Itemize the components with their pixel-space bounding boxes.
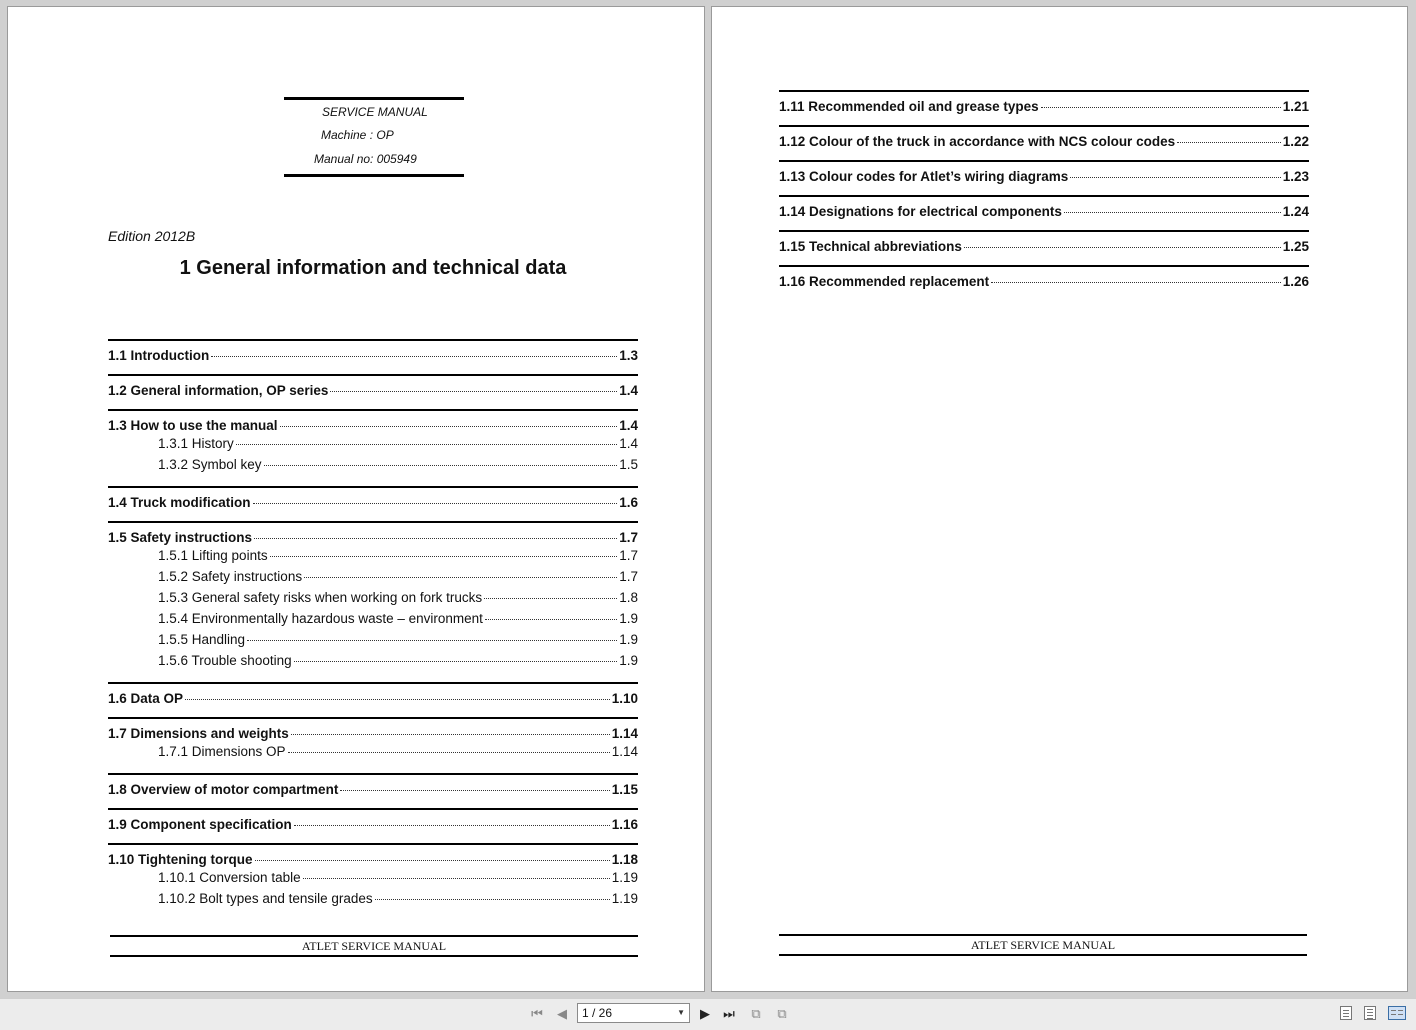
page-footer-right: ATLET SERVICE MANUAL — [779, 934, 1307, 956]
toc-entry[interactable] — [108, 817, 638, 835]
toc-entry-page: 1.18 — [611, 852, 638, 867]
toc-subentry[interactable] — [108, 548, 638, 569]
continuous-page-icon[interactable] — [1364, 1006, 1376, 1020]
toc-entry-title: 1.5 Safety instructions — [108, 530, 253, 545]
toc-entry-page: 1.9 — [619, 632, 638, 647]
toc-entry-page: 1.7 — [619, 548, 638, 563]
toc-entry-page: 1.24 — [1282, 204, 1309, 219]
dot-leader — [1064, 212, 1281, 213]
toc-entry[interactable] — [108, 691, 638, 709]
dot-leader — [280, 426, 618, 427]
toc-section — [779, 265, 1309, 300]
toc-section — [779, 160, 1309, 195]
page-number-select[interactable] — [577, 1003, 690, 1023]
toc-entry[interactable] — [108, 782, 638, 800]
toc-entry[interactable] — [779, 169, 1309, 187]
toc-entry-page: 1.5 — [619, 457, 638, 472]
toc-subentry[interactable] — [108, 611, 638, 632]
toc-entry[interactable] — [779, 239, 1309, 257]
toc-entry-title: 1.7.1 Dimensions OP — [158, 744, 286, 759]
toc-section — [108, 521, 638, 682]
toc-section — [779, 230, 1309, 265]
toc-section — [108, 486, 638, 521]
page-footer-left: ATLET SERVICE MANUAL — [110, 935, 638, 957]
toc-entry-page: 1.9 — [619, 611, 638, 626]
document-page-left — [7, 6, 705, 992]
go-forward-icon[interactable]: ⧉ — [777, 1006, 787, 1021]
toc-entry[interactable] — [108, 852, 638, 870]
toc-entry-title: 1.16 Recommended replacement — [779, 274, 990, 289]
toc-entry-page: 1.19 — [611, 891, 638, 906]
toc-entry[interactable] — [779, 99, 1309, 117]
two-page-icon[interactable] — [1388, 1006, 1406, 1020]
viewer-toolbar — [0, 998, 1416, 1030]
dot-leader — [375, 899, 610, 900]
toc-entry-page: 1.25 — [1282, 239, 1309, 254]
toc-section — [779, 195, 1309, 230]
toc-entry-title: 1.5.6 Trouble shooting — [158, 653, 292, 668]
dot-leader — [485, 619, 617, 620]
toc-entry-title: 1.14 Designations for electrical components — [779, 204, 1062, 219]
toc-entry-page: 1.4 — [619, 383, 638, 398]
dot-leader — [288, 752, 610, 753]
toc-section — [779, 125, 1309, 160]
toc-section — [108, 682, 638, 717]
dot-leader — [254, 538, 617, 539]
toc-entry-page: 1.14 — [611, 744, 638, 759]
dot-leader — [991, 282, 1281, 283]
toc-subentry[interactable] — [108, 870, 638, 891]
toc-subentry[interactable] — [108, 590, 638, 611]
toc-entry-title: 1.3.2 Symbol key — [158, 457, 262, 472]
toc-entry-page: 1.4 — [619, 436, 638, 451]
toc-entry-title: 1.12 Colour of the truck in accordance with NCS colour codes — [779, 134, 1176, 149]
toc-entry-title: 1.5.2 Safety instructions — [158, 569, 303, 584]
dot-leader — [340, 790, 609, 791]
dot-leader — [484, 598, 617, 599]
toc-entry-page: 1.19 — [611, 870, 638, 885]
toc-entry-title: 1.3 How to use the manual — [108, 418, 278, 433]
toc-entry-page: 1.6 — [619, 495, 638, 510]
toc-entry[interactable] — [108, 530, 638, 548]
toc-section — [108, 843, 638, 920]
dot-leader — [270, 556, 618, 557]
chapter-title: 1 General information and technical data — [179, 257, 567, 279]
toc-entry-title: 1.15 Technical abbreviations — [779, 239, 962, 254]
chevron-down-icon: ▼ — [677, 1008, 685, 1017]
dot-leader — [236, 444, 617, 445]
table-of-contents-left — [108, 339, 638, 920]
toc-section — [779, 90, 1309, 125]
toc-entry-page: 1.23 — [1282, 169, 1309, 184]
last-page-icon[interactable]: ⏭ — [723, 1006, 735, 1021]
toc-entry-title: 1.10.1 Conversion table — [158, 870, 301, 885]
header-service-manual: SERVICE MANUAL — [322, 105, 428, 119]
toc-entry-page: 1.7 — [619, 569, 638, 584]
toc-subentry[interactable] — [108, 457, 638, 478]
dot-leader — [264, 465, 618, 466]
toc-entry-title: 1.5.3 General safety risks when working on fork trucks — [158, 590, 483, 605]
toc-entry-page: 1.22 — [1282, 134, 1309, 149]
toc-entry-title: 1.10.2 Bolt types and tensile grades — [158, 891, 373, 906]
dot-leader — [185, 699, 610, 700]
document-page-right — [711, 6, 1408, 992]
edition-label: Edition 2012B — [108, 228, 196, 244]
dot-leader — [964, 247, 1281, 248]
single-page-icon[interactable] — [1340, 1006, 1352, 1020]
toc-subentry[interactable] — [108, 632, 638, 653]
toc-entry[interactable] — [779, 274, 1309, 292]
toc-entry-title: 1.6 Data OP — [108, 691, 184, 706]
toc-entry-page: 1.26 — [1282, 274, 1309, 289]
toc-entry[interactable] — [108, 495, 638, 513]
dot-leader — [247, 640, 617, 641]
dot-leader — [330, 391, 617, 392]
toc-entry-page: 1.14 — [611, 726, 638, 741]
dot-leader — [255, 860, 610, 861]
toc-entry-title: 1.11 Recommended oil and grease types — [779, 99, 1039, 114]
toc-entry-page: 1.10 — [611, 691, 638, 706]
dot-leader — [303, 878, 610, 879]
toc-entry-page: 1.15 — [611, 782, 638, 797]
toc-section — [108, 717, 638, 773]
toc-entry-title: 1.5.1 Lifting points — [158, 548, 268, 563]
next-page-icon[interactable]: ▶ — [700, 1006, 710, 1021]
toc-entry[interactable] — [108, 383, 638, 401]
dot-leader — [294, 825, 610, 826]
toc-entry-page: 1.3 — [619, 348, 638, 363]
page-indicator: 1 / 26 — [582, 1006, 613, 1020]
toc-entry-page: 1.7 — [619, 530, 638, 545]
toc-entry-title: 1.9 Component specification — [108, 817, 292, 832]
toc-entry[interactable] — [779, 134, 1309, 152]
toc-subentry[interactable] — [108, 569, 638, 590]
toc-entry-title: 1.7 Dimensions and weights — [108, 726, 289, 741]
toc-section — [108, 339, 638, 374]
toc-section — [108, 374, 638, 409]
toc-entry[interactable] — [108, 726, 638, 744]
dot-leader — [1070, 177, 1280, 178]
dot-leader — [304, 577, 617, 578]
toc-subentry[interactable] — [108, 436, 638, 457]
go-back-icon[interactable]: ⧉ — [751, 1006, 761, 1021]
toc-entry-title: 1.5.5 Handling — [158, 632, 246, 647]
dot-leader — [294, 661, 618, 662]
toc-section — [108, 409, 638, 486]
toc-entry-title: 1.5.4 Environmentally hazardous waste – environment — [158, 611, 483, 626]
toc-entry-title: 1.4 Truck modification — [108, 495, 251, 510]
dot-leader — [1041, 107, 1281, 108]
dot-leader — [253, 503, 618, 504]
toc-section — [108, 773, 638, 808]
dot-leader — [1177, 142, 1281, 143]
toc-entry-title: 1.1 Introduction — [108, 348, 210, 363]
toc-entry-page: 1.8 — [619, 590, 638, 605]
toc-entry-title: 1.3.1 History — [158, 436, 234, 451]
table-of-contents-right — [779, 90, 1309, 300]
dot-leader — [211, 356, 617, 357]
toc-section — [108, 808, 638, 843]
header-manual-number: Manual no: 005949 — [314, 152, 417, 166]
toc-subentry[interactable] — [108, 891, 638, 912]
previous-page-icon[interactable]: ◀ — [557, 1006, 567, 1021]
toc-entry-page: 1.16 — [611, 817, 638, 832]
first-page-icon[interactable]: ⏮ — [531, 1006, 543, 1021]
toc-entry[interactable] — [108, 418, 638, 436]
toc-entry-page: 1.21 — [1282, 99, 1309, 114]
toc-entry-title: 1.13 Colour codes for Atlet’s wiring diagrams — [779, 169, 1069, 184]
toc-entry-title: 1.10 Tightening torque — [108, 852, 253, 867]
toc-entry[interactable] — [779, 204, 1309, 222]
header-machine: Machine : OP — [321, 128, 394, 142]
manual-header-box — [284, 97, 464, 177]
toc-entry-page: 1.4 — [619, 418, 638, 433]
toc-entry-page: 1.9 — [619, 653, 638, 668]
toc-subentry[interactable] — [108, 653, 638, 674]
toc-entry[interactable] — [108, 348, 638, 366]
toc-subentry[interactable] — [108, 744, 638, 765]
dot-leader — [291, 734, 610, 735]
toc-entry-title: 1.2 General information, OP series — [108, 383, 329, 398]
toc-entry-title: 1.8 Overview of motor compartment — [108, 782, 339, 797]
